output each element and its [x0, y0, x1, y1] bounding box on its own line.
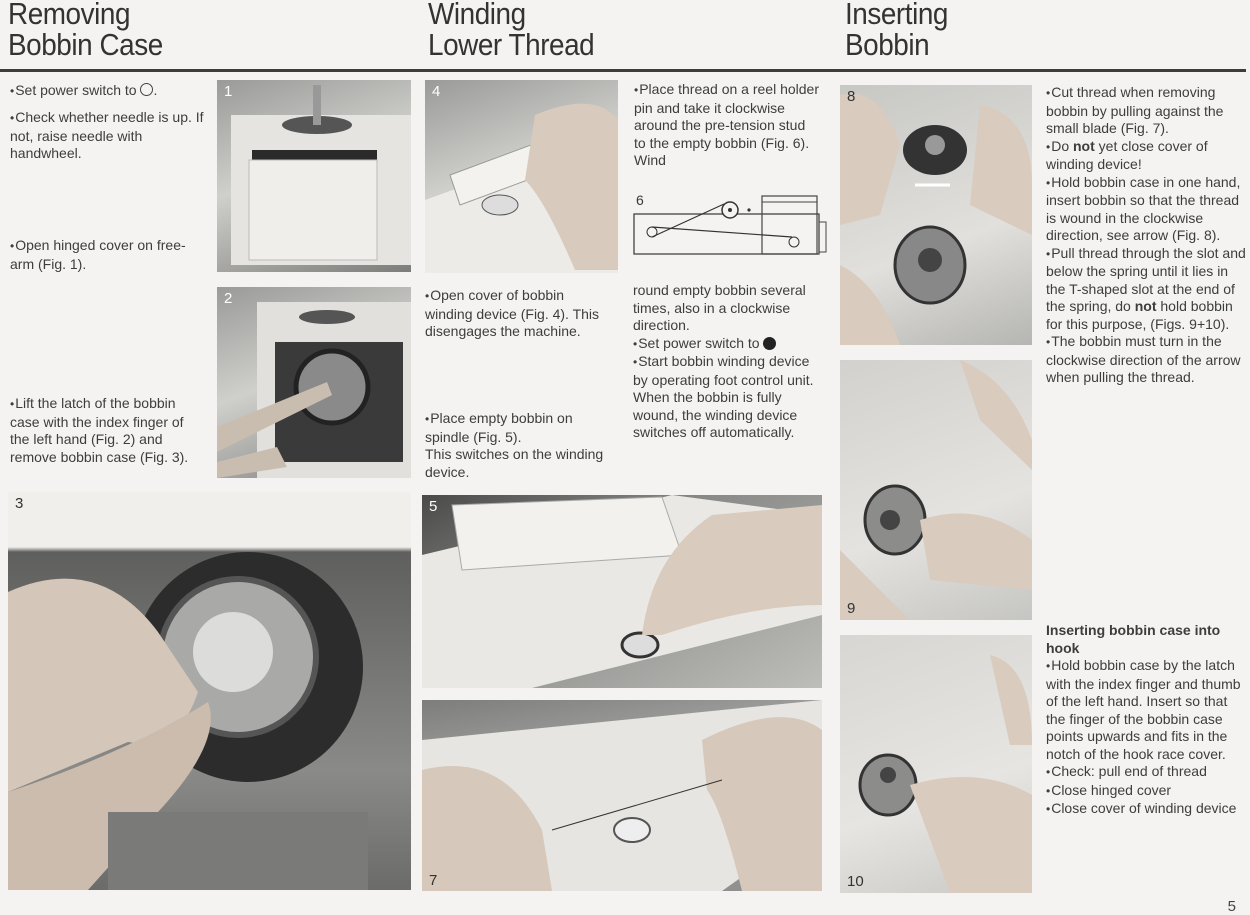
step-text: . [153, 82, 158, 98]
step-text: Do [1051, 137, 1073, 154]
figure-number: 3 [15, 495, 24, 512]
figure-number: 1 [224, 83, 233, 100]
step-text: • Cut thread when removing bobbin by pulling against the small blade (Fig. 7). [1046, 84, 1248, 138]
emphasis: not [1134, 298, 1157, 314]
figure-number: 4 [432, 83, 441, 100]
step-text: • Hold bobbin case in one hand, insert bobbin so that the thread is wound in the clockwise direction, see arrow (Fig. 8). [1046, 174, 1248, 245]
heading-line: Lower Thread [428, 27, 595, 62]
figure-number: 6 [636, 192, 644, 208]
heading-inserting-bobbin [845, 0, 948, 60]
figure-1-photo [217, 80, 411, 272]
step-text: Set power switch to [638, 334, 764, 351]
figure-9-photo [840, 360, 1032, 620]
heading-line: Removing [8, 0, 131, 31]
heading-line: Inserting [845, 0, 948, 31]
heading-winding-lower-thread [428, 0, 594, 60]
figure-number: 9 [847, 600, 856, 617]
winding-steps-cont [633, 282, 818, 442]
removing-step-2 [10, 109, 210, 163]
step-text: • Close hinged cover [1046, 782, 1248, 801]
step-text: This switches on the winding device. [425, 446, 604, 480]
figure-8-photo [840, 85, 1032, 345]
step-text: • Open hinged cover on free-arm (Fig. 1). [10, 237, 200, 273]
heading-removing-bobbin-case [8, 0, 163, 60]
emphasis: not [1073, 137, 1095, 154]
sub-heading: Inserting bobbin case into hook [1046, 622, 1221, 656]
step-text: yet close cover of winding device! [1046, 137, 1208, 172]
step-text: • Close cover of winding device [1046, 800, 1248, 819]
page-number: 5 [1227, 898, 1236, 915]
removing-step-3 [10, 237, 200, 273]
header-rule [0, 69, 1246, 72]
step-text: Pull thread through the slot and below the spring until it lies in the T-shaped slot at the end of the spring, do [1046, 244, 1246, 314]
figure-number: 8 [847, 88, 856, 105]
step-text: • Check whether needle is up. If not, raise needle with handwheel. [10, 109, 210, 163]
figure-3-photo [8, 492, 411, 890]
step-text: hold bobbin for this purpose, (Figs. 9+10). [1046, 298, 1233, 332]
figure-5-photo [422, 495, 822, 688]
inserting-bobbin-case-section [1046, 622, 1248, 819]
figure-6-diagram [632, 192, 827, 260]
step-text: • Check: pull end of thread [1046, 763, 1248, 782]
figure-number: 7 [429, 872, 438, 889]
step-text: • Place thread on a reel holder pin and take it clockwise around the pre-tension stud to the empty bobbin (Fig. 6). Wind [634, 81, 819, 170]
step-text: round empty bobbin several times, also in a clockwise direction. [633, 282, 806, 333]
heading-line: Winding [428, 0, 526, 31]
heading-line: Bobbin Case [8, 27, 163, 62]
step-text: Set power switch to [15, 82, 141, 98]
winding-step-place-bobbin [425, 410, 615, 481]
figure-number: 10 [847, 873, 864, 890]
step-text: • The bobbin must turn in the clockwise direction of the arrow when pulling the thread. [1046, 333, 1248, 387]
figure-7-photo [422, 700, 822, 891]
figure-2-photo [217, 287, 411, 478]
winding-step-1 [634, 81, 819, 170]
step-text: • Start bobbin winding device by operating foot control unit. When the bobbin is fully wound, the winding device switches off automatically. [633, 353, 818, 442]
power-off-icon [140, 83, 153, 96]
figure-4-photo [425, 80, 618, 273]
step-text: • Place empty bobbin on spindle (Fig. 5). [425, 410, 615, 446]
figure-number: 5 [429, 498, 438, 515]
winding-step-open-cover [425, 287, 610, 341]
inserting-steps [1046, 84, 1248, 387]
figure-number: 2 [224, 290, 233, 307]
step-text: • Lift the latch of the bobbin case with the index finger of the left hand (Fig. 2) and remove bobbin case (Fig. 3). [10, 395, 205, 466]
power-on-icon [763, 337, 776, 350]
figure-10-photo [840, 635, 1032, 893]
removing-step-4 [10, 395, 205, 466]
heading-line: Bobbin [845, 27, 930, 62]
step-text: • Hold bobbin case by the latch with the index finger and thumb of the left hand. Insert so that the finger of the bobbin case points upwards and fits in the notch of the hook race cover. [1046, 657, 1248, 763]
removing-step-1 [10, 82, 210, 101]
step-text: • Open cover of bobbin winding device (Fig. 4). This disengages the machine. [425, 287, 610, 341]
